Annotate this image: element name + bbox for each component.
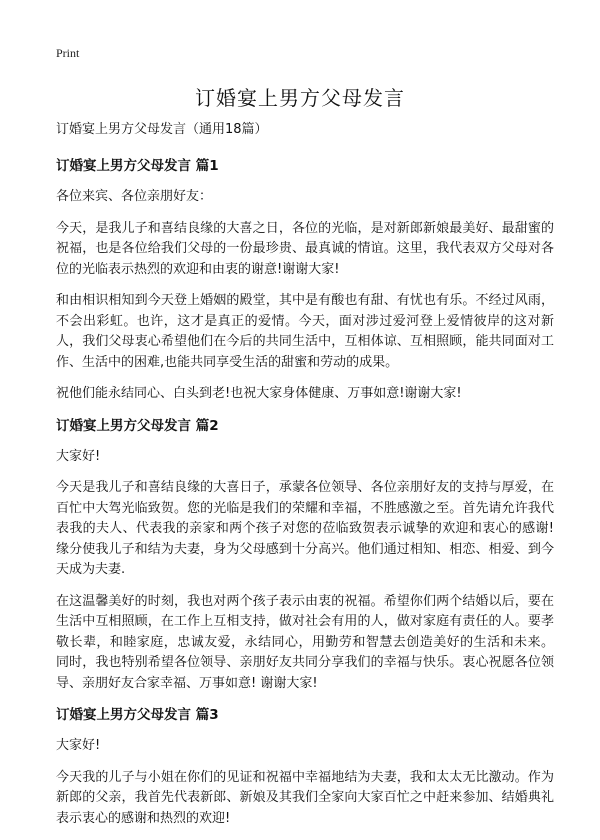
section-1 (56, 156, 554, 405)
section-heading: 订婚宴上男方父母发言 篇3 (56, 707, 219, 723)
section-2 (56, 416, 554, 695)
paragraph: 今天是我儿子和喜结良缘的大喜日子，承蒙各位领导、各位亲朋好友的支持与厚爱，在百忙中大驾光临致贺。您的光临是我们的荣耀和幸福，不胜感激之至。首先请允许我代表我的夫人、代表我的亲家和两个孩子对您的莅临致贺表示诚挚的欢迎和衷心的感谢! 缘分使我儿子和结为夫妻，身为父母感到十分高兴。他们通过相知、相恋、相爱、到今天成为夫妻. (56, 480, 554, 577)
paragraph: 在这温馨美好的时刻，我也对两个孩子表示由衷的祝福。希望你们两个结婚以后，要在生活中互相照顾，在工作上互相支持，做对社会有用的人，做对家庭有责任的人。要孝敬长辈，和睦家庭，忠诚友爱，永结同心，用勤劳和智慧去创造美好的生活和未来。 同时，我也特别希望各位领导、亲朋好友共同分享我们的幸福与快乐。衷心祝愿各位领导、亲朋好友合家幸福、万事如意! 谢谢大家! (56, 593, 554, 691)
paragraph: 大家好! (56, 738, 101, 753)
article-body (56, 120, 554, 840)
paragraph: 各位来宾、各位亲朋好友： (56, 189, 213, 204)
paragraph: 大家好! (56, 448, 101, 464)
article-subtitle: 订婚宴上男方父母发言（通用18篇） (56, 122, 268, 137)
paragraph: 祝他们能永结同心、白头到老!也祝大家身体健康、万事如意!谢谢大家! (56, 386, 462, 401)
paragraph: 今天，是我儿子和喜结良缘的大喜之日，各位的光临，是对新郎新娘最美好、最甜蜜的祝福，也是各位给我们父母的一份最珍贵、最真诚的情谊。这里，我代表双方父母对各位的光临表示热烈的欢迎和由衷的谢意!谢谢大家! (56, 220, 554, 277)
paragraph: 和由相识相知到今天登上婚姻的殿堂，其中是有酸也有甜、有忧也有乐。不经过风雨，不会出彩虹。也许，这才是真正的爱情。今天，面对涉过爱河登上爱情彼岸的这对新人，我们父母衷心希望他们在今后的共同生活中，互相体谅、互相照顾，能共同面对工作、生活中的困难,也能共同享受生活的甜蜜和劳动的成果。 (56, 293, 554, 370)
section-heading: 订婚宴上男方父母发言 篇1 (56, 158, 219, 174)
print-link[interactable]: Print (56, 46, 80, 60)
page-title: 订婚宴上男方父母发言 (195, 86, 405, 110)
section-heading: 订婚宴上男方父母发言 篇2 (56, 417, 219, 434)
paragraph: 今天我的儿子与小姐在你们的见证和祝福中幸福地结为夫妻，我和太太无比激动。作为新郎的父亲，我首先代表新郎、新娘及其我们全家向大家百忙之中赶来参加、结婚典礼表示衷心的感谢和热烈的欢迎! (56, 769, 554, 826)
section-3 (56, 705, 554, 829)
